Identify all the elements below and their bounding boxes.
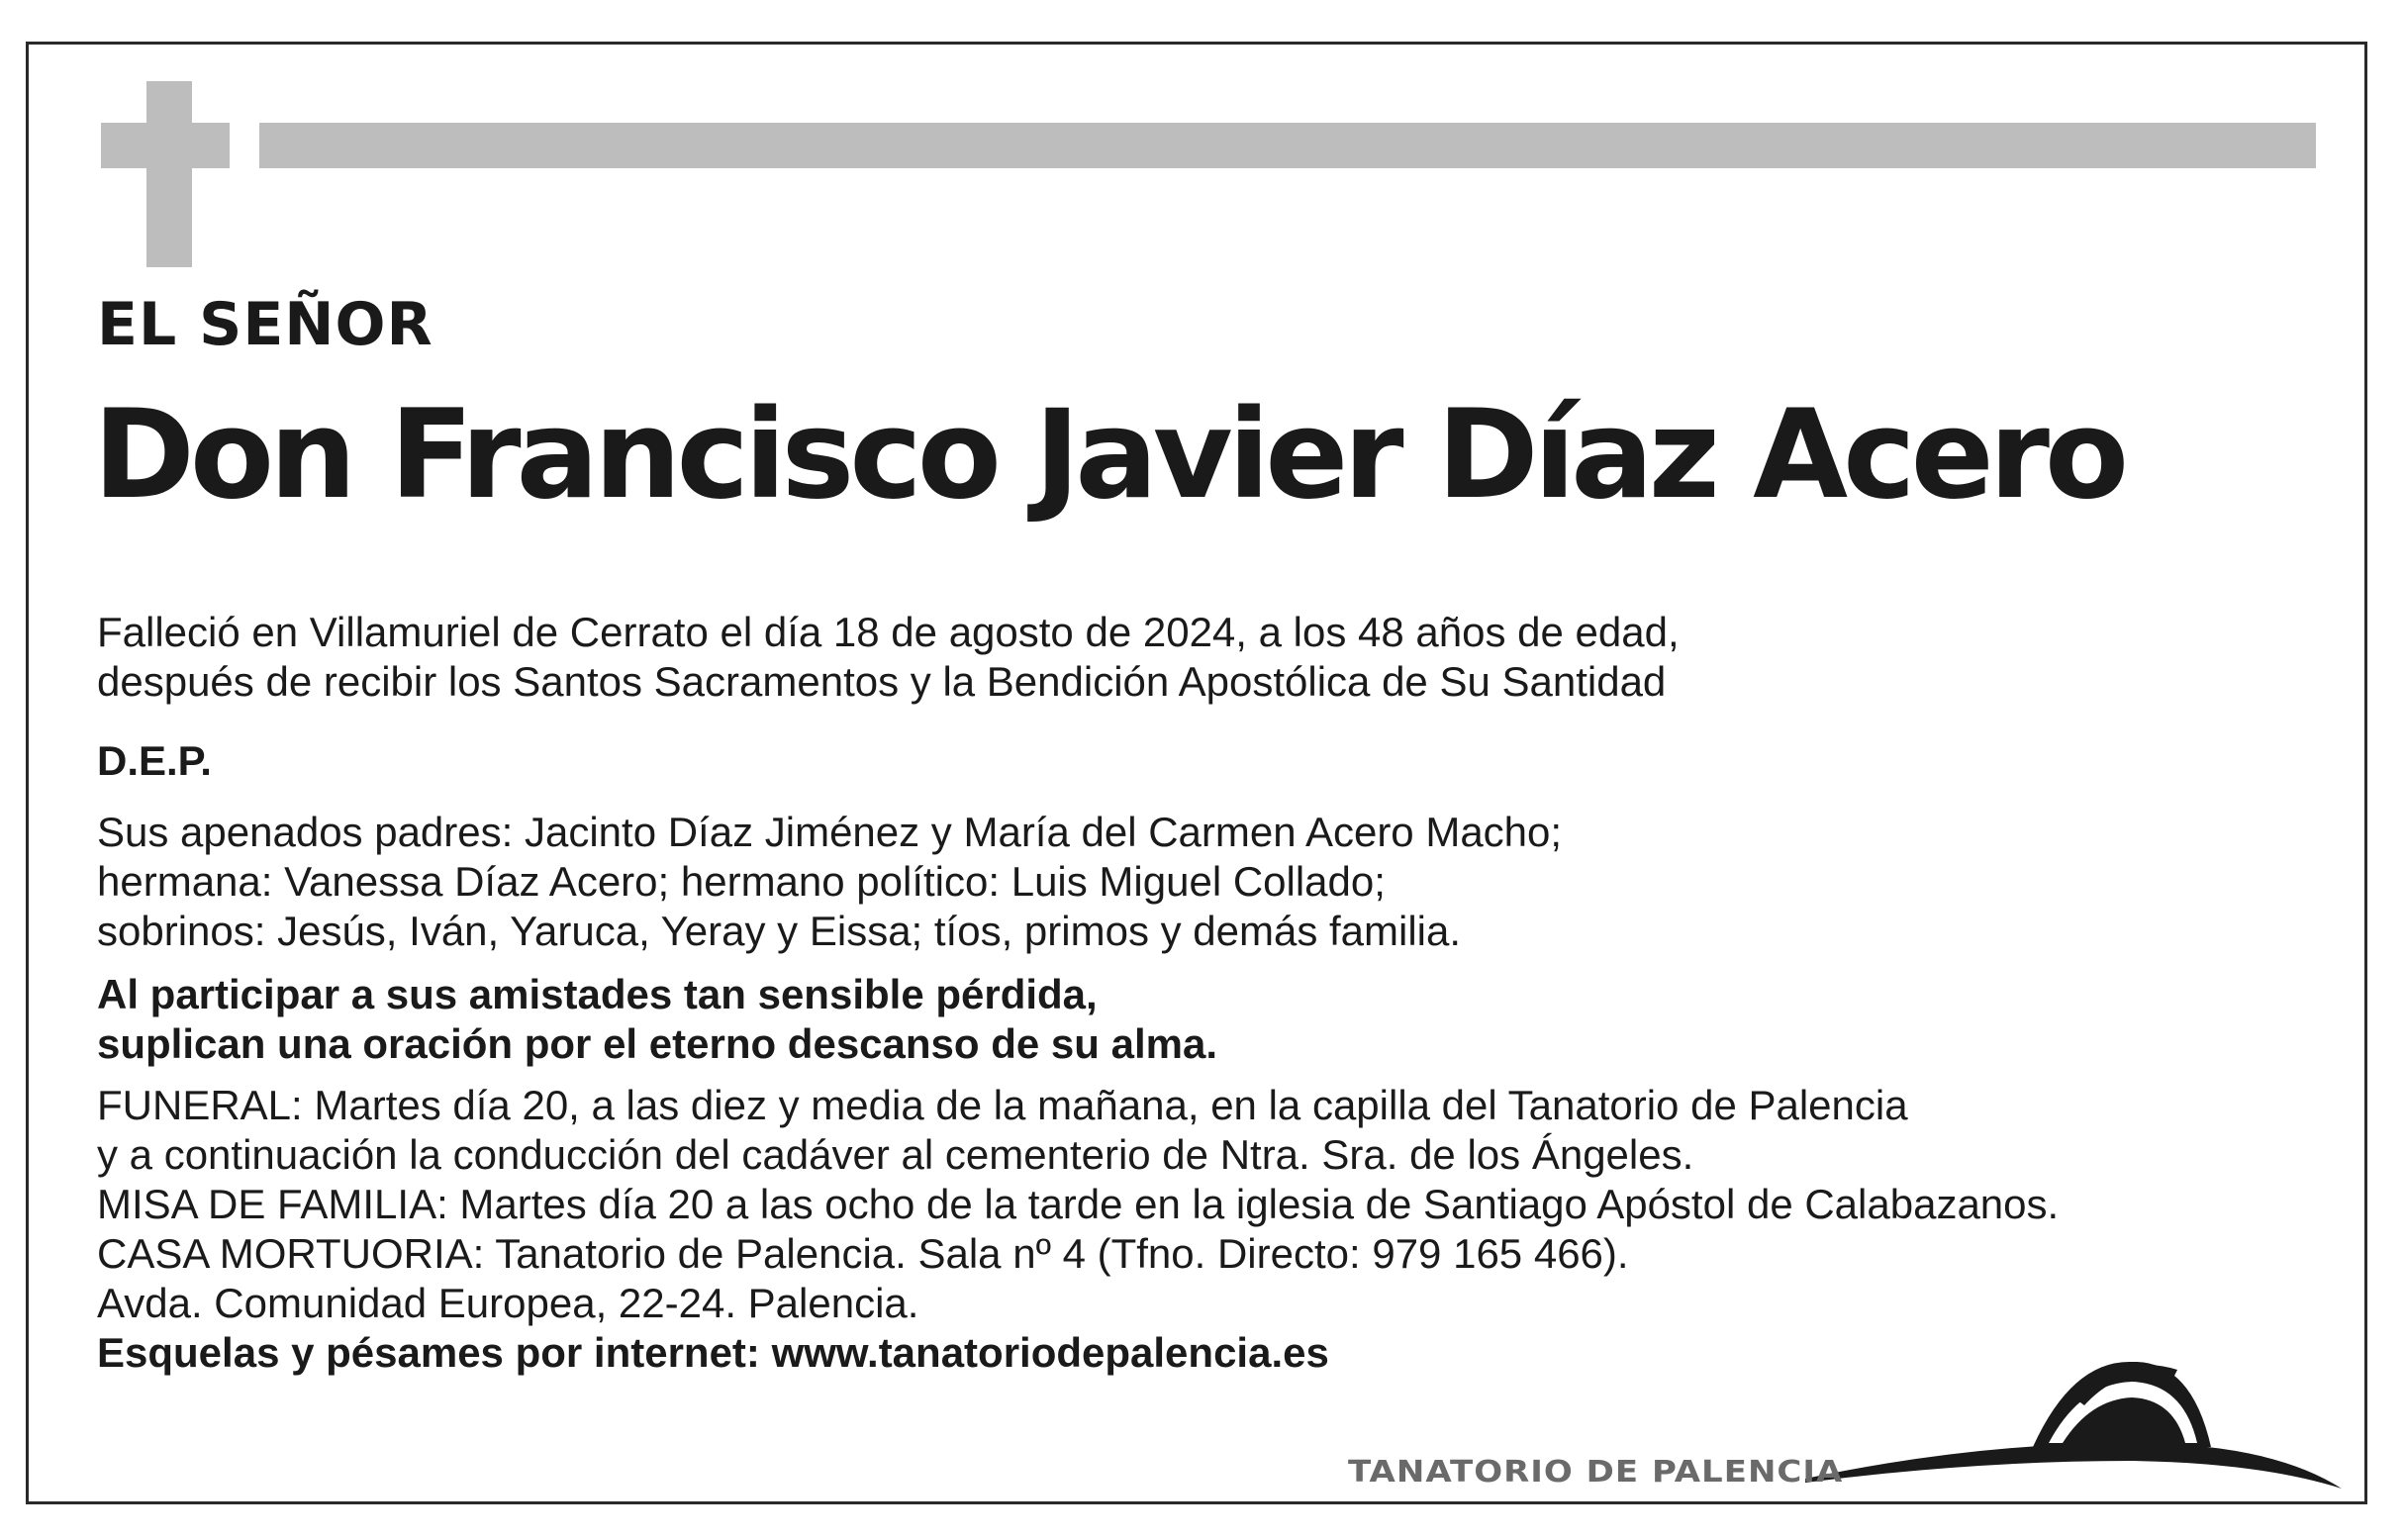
deceased-name: Don Francisco Javier Díaz Acero <box>93 384 2125 527</box>
title-prefix: EL SEÑOR <box>97 290 433 359</box>
family-line: sobrinos: Jesús, Iván, Yaruca, Yeray y Eissa; tíos, primos y demás familia. <box>97 908 1462 954</box>
cross-icon-vertical <box>146 81 192 267</box>
logo-text: TANATORIO DE PALENCIA <box>1348 1454 1844 1491</box>
funeral-line: Avda. Comunidad Europea, 22-24. Palencia. <box>97 1280 919 1326</box>
prayer-request-line: suplican una oración por el eterno descanso de su alma. <box>97 1020 1217 1067</box>
cross-icon-horizontal <box>101 123 230 168</box>
header-bar <box>259 123 2316 168</box>
funeral-line: CASA MORTUORIA: Tanatorio de Palencia. Sala nº 4 (Tfno. Directo: 979 165 466). <box>97 1230 1629 1277</box>
family-line: Sus apenados padres: Jacinto Díaz Jiménez y María del Carmen Acero Macho; <box>97 809 1563 855</box>
internet-line: Esquelas y pésames por internet: www.tanatoriodepalencia.es <box>97 1329 1329 1376</box>
funeral-details <box>97 1081 2059 1378</box>
tanatorio-logo <box>1340 1340 2350 1498</box>
funeral-line: FUNERAL: Martes día 20, a las diez y media de la mañana, en la capilla del Tanatorio de Palencia <box>97 1082 1908 1128</box>
dep-label: D.E.P. <box>97 737 212 784</box>
funeral-line: y a continuación la conducción del cadáver al cementerio de Ntra. Sra. de los Ángeles. <box>97 1131 1694 1178</box>
family-list <box>97 808 1562 956</box>
death-notice-line: después de recibir los Santos Sacramentos y la Bendición Apostólica de Su Santidad <box>97 658 1667 705</box>
funeral-line: MISA DE FAMILIA: Martes día 20 a las ocho de la tarde en la iglesia de Santiago Apóstol de Calabazanos. <box>97 1181 2060 1227</box>
death-notice-line: Falleció en Villamuriel de Cerrato el día 18 de agosto de 2024, a los 48 años de edad, <box>97 609 1680 655</box>
family-line: hermana: Vanessa Díaz Acero; hermano político: Luis Miguel Collado; <box>97 858 1386 905</box>
death-notice <box>97 608 1680 707</box>
prayer-request <box>97 970 1217 1069</box>
prayer-request-line: Al participar a sus amistades tan sensible pérdida, <box>97 971 1098 1017</box>
